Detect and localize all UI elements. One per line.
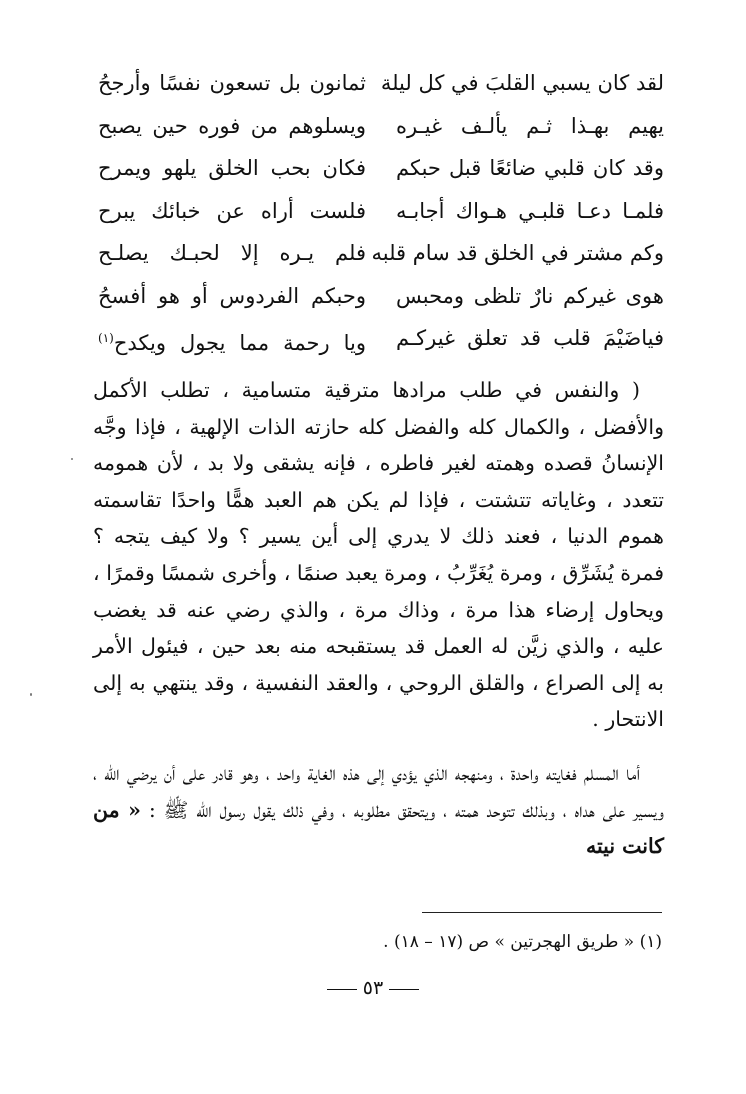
verse-first-hemistich: لقد كان يسبي القلبَ في كل ليلة [380,71,664,95]
verse-first-hemistich: فلمـا دعـا قلبـي هـواك أجابـه [396,198,664,223]
footnote-marker[interactable]: (١) [98,331,114,345]
verse-second-hemistich: فكان بحب الخلق يلهو ويمرح [98,156,366,180]
page-number-dash-left [327,989,357,990]
verse-second-hemistich-text: ويا رحمة مما يجول ويكدح [113,331,366,355]
verse-first-hemistich: فياضَيْمَ قلب قد تعلق غيركـم [396,326,664,350]
footnote: (١) « طريق الهجرتين » ص (١٧ – ١٨) . [383,932,662,952]
poem-verse [98,190,664,233]
verse-second-hemistich: ثمانون بل تسعون نفسًا وأرجحُ [98,71,366,95]
hadith-quote-start: « من كانت نيته [93,797,664,859]
paragraph-text: أما المسلم فغايته واحدة ، ومنهجه الذي يؤدي إلى هذه الغاية واحد ، وهو قادر على أن يرضي الله ، ويسير على هداه ، وبذلك تتوحد همته ، ويتحقق مطلوبه ، وفي ذلك يقول رسول الله ﷺ : [93,760,664,822]
poem-verse [98,232,664,275]
verse-second-hemistich: وحبكم الفردوس أو هو أفسحُ [98,283,366,308]
verse-first-hemistich: وكم مشتر في الخلق قد سام قلبه [371,241,664,265]
verse-first-hemistich: هوى غيركم نارٌ تلظى ومحبس [396,283,664,308]
verse-second-hemistich [98,317,366,365]
poem-verse [98,275,664,318]
page-number [0,972,746,1004]
verse-second-hemistich: فلم يـره إلا لحبـك يصلـح [98,241,366,265]
poem-verse [98,317,664,360]
verse-first-hemistich: وقد كان قلبي ضائعًا قبل حبكم [396,156,664,180]
poem-verse [98,105,664,148]
poem-verse [98,147,664,190]
poem-section [98,62,664,362]
footnote-separator [422,912,662,913]
verse-second-hemistich: فلست أراه عن خبائك يبرح [98,198,366,223]
verse-second-hemistich: ويسلوهم من فوره حين يصبح [98,113,366,138]
paragraph [93,755,664,865]
page-number-dash-right [389,989,419,990]
paragraph: ( والنفس في طلب مرادها مترقية متسامية ، تطلب الأكمل والأفضل ، والكمال كله والفضل كله حازته الذات الإلهية ، فإذا وجَّه الإنسانُ قصده وهمته لغير فاطره ، فإنه يشقى ولا بد ، لأن همومه تتعدد ، وغاياته تتشتت ، فإذا لم يكن هم العبد همًّا واحدًا تقاسمته هموم الدنيا ، فعند ذلك لا يدري إلى أين يسير ؟ ولا كيف يتجه ؟ فمرة يُشَرِّق ، ومرة يُغَرِّبُ ، ومرة يعبد صنمًا ، وأخرى شمسًا وقمرًا ، ويحاول إرضاء هذا مرة ، وذاك مرة ، والذي رضي عنه قد يغضب عليه ، والذي زيَّن له العمل قد يستقبحه منه بعد حين ، فيئول الأمر به إلى الصراع ، والقلق الروحي ، والعقد النفسية ، وقد ينتهي به إلى الانتحار . [93,378,664,732]
poem-verse [98,62,664,105]
verse-first-hemistich: يهيم بهـذا ثـم يألـف غيـره [396,113,664,138]
body-text [93,372,664,865]
page-number-value: ٥٣ [362,977,384,999]
scan-speck [71,458,73,460]
scan-speck [30,693,32,696]
